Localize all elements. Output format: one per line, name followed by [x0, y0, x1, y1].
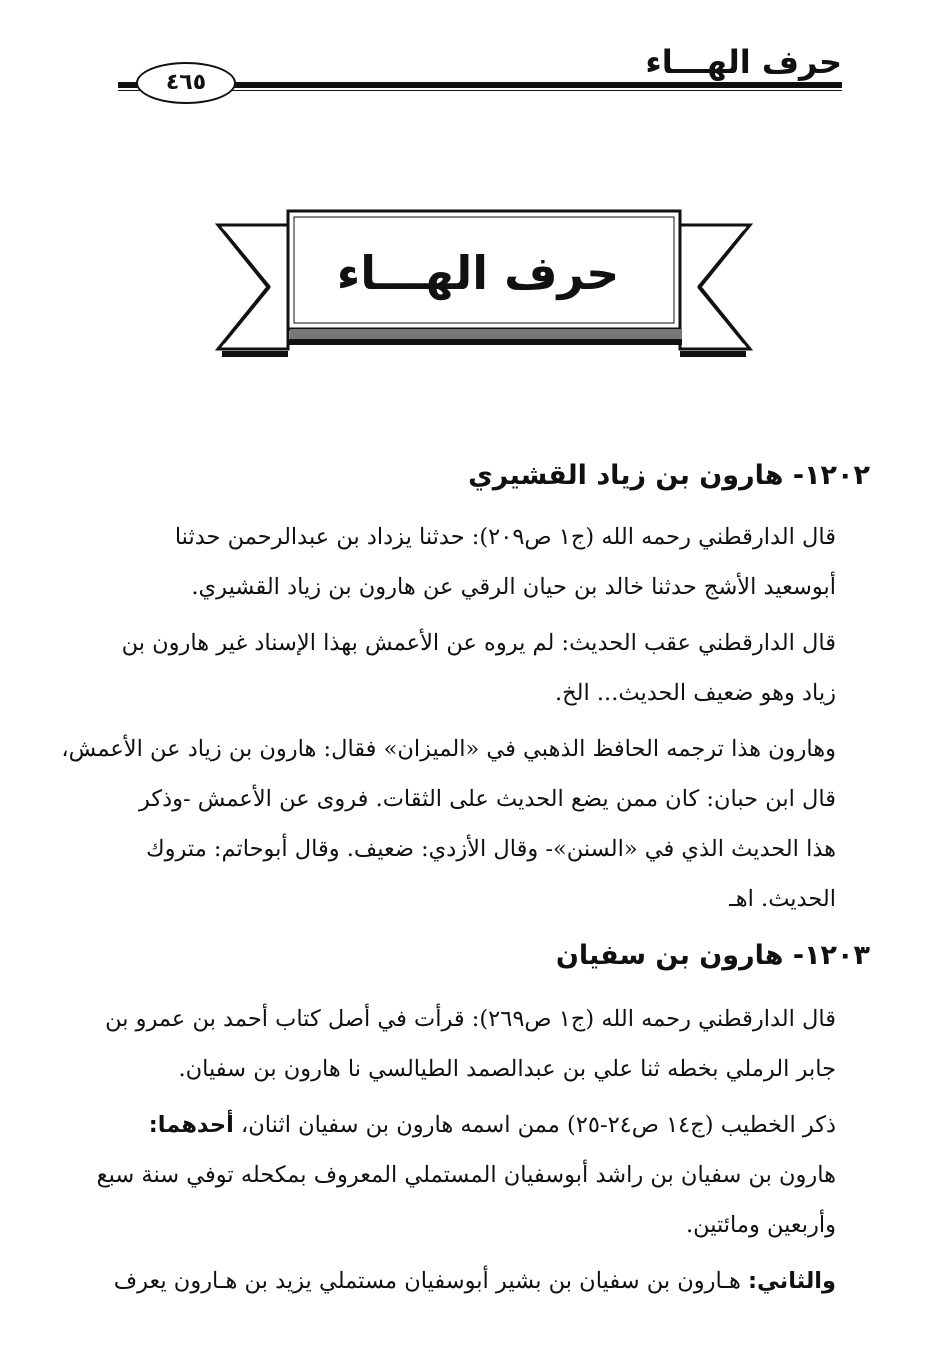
page-number: ٤٦٥: [136, 62, 236, 104]
text-line: زياد وهو ضعيف الحديث... الخ.: [554, 680, 836, 706]
entry-heading: ١٢٠٢- هارون بن زياد القشيري: [468, 460, 870, 491]
text-line: قال ابن حبان: كان ممن يضع الحديث على الثقات. فروى عن الأعمش -وذكر: [138, 786, 836, 812]
text-segment: ذكر الخطيب (ج١٤ ص٢٤-٢٥) ممن اسمه هارون بن سفيان اثنان،: [241, 1112, 836, 1138]
text-line: قال الدارقطني رحمه الله (ج١ ص٢٦٩): قرأت في أصل كتاب أحمد بن عمرو بن: [105, 1006, 836, 1032]
chapter-title: حرف الهـــاء: [336, 246, 620, 300]
text-line: [110, 1100, 836, 1150]
text-line: هارون بن سفيان بن راشد أبوسفيان المستملي المعروف بمكحله توفي سنة سبع: [96, 1162, 836, 1188]
text-line: وأربعين ومائتين.: [685, 1212, 836, 1238]
entry-body: [61, 512, 836, 924]
bold-lead: والثاني:: [748, 1268, 836, 1294]
text-line: قال الدارقطني عقب الحديث: لم يروه عن الأعمش بهذا الإسناد غير هارون بن: [121, 630, 836, 656]
bold-lead: أحدهما:: [148, 1112, 234, 1138]
text-line: أبوسعيد الأشج حدثنا خالد بن حيان الرقي عن هارون بن زياد القشيري.: [191, 574, 836, 600]
running-header-title: حرف الهـــاء: [645, 43, 842, 81]
text-line: قال الدارقطني رحمه الله (ج١ ص٢٠٩): حدثنا يزداد بن عبدالرحمن حدثنا: [174, 524, 836, 550]
text-segment: هـارون بن سفيان بن بشير أبوسفيان مستملي يزيد بن هـارون يعرف: [113, 1268, 741, 1294]
text-line: وهارون هذا ترجمه الحافظ الذهبي في «الميزان» فقال: هارون بن زياد عن الأعمش،: [61, 736, 836, 762]
entry-heading: ١٢٠٣- هارون بن سفيان: [555, 940, 870, 971]
text-line: الحديث. اهـ: [729, 886, 836, 912]
text-line: هذا الحديث الذي في «السنن»- وقال الأزدي: ضعيف. وقال أبوحاتم: متروك: [146, 836, 836, 862]
entry-body: [96, 994, 836, 1306]
text-line: جابر الرملي بخطه ثنا علي بن عبدالصمد الطيالسي نا هارون بن سفيان.: [178, 1056, 836, 1082]
text-line: [110, 1256, 836, 1306]
